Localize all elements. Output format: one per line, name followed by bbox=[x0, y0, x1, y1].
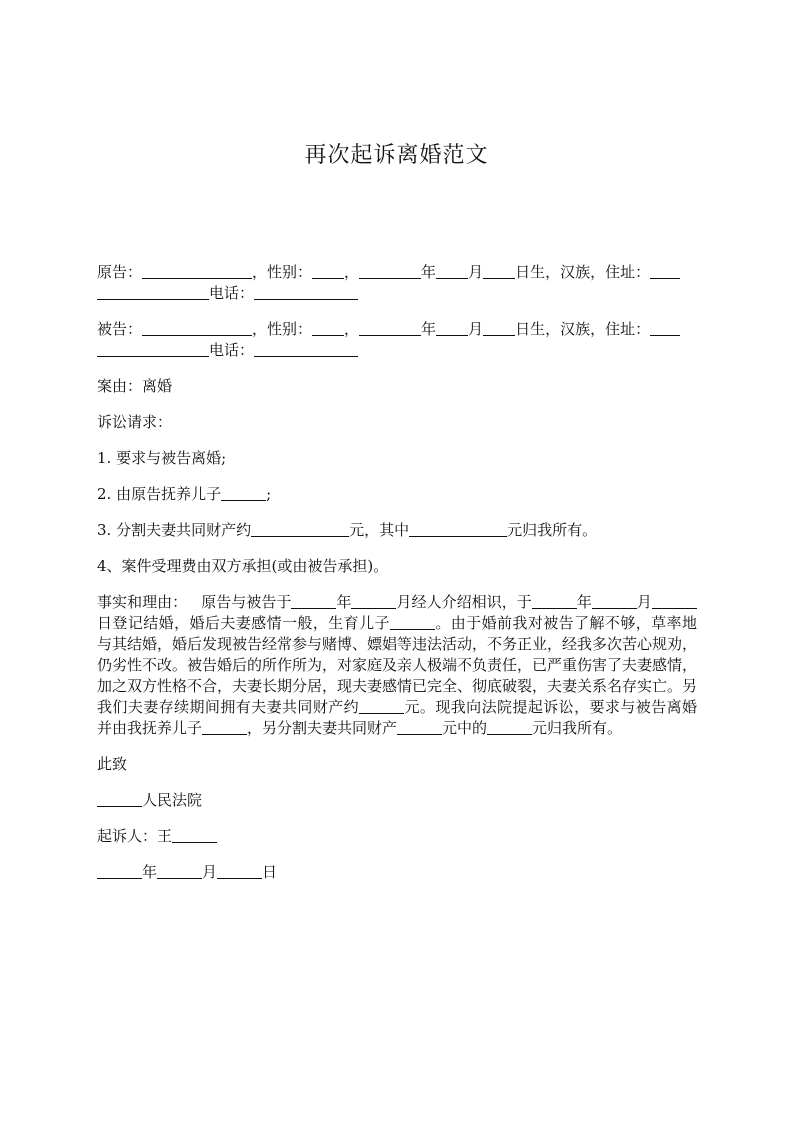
claim3-total-blank bbox=[251, 521, 349, 537]
plaintiff-birth-year-blank bbox=[359, 263, 421, 279]
defendant-phone-label: 电话： bbox=[209, 341, 255, 359]
claim3-text-b: 元，其中 bbox=[349, 521, 410, 539]
defendant-month-label: 月 bbox=[468, 320, 484, 338]
facts-t7: 。由于婚前我对被告了解不够，草率地与其结婚，婚后发现被告经常参与赌博、嫖娼等违法活动，不务正业，经我多次苦心规劝，仍劣性不改。被告婚后的所作所为，对家庭及亲人极端不负责任，已严重伤害了夫妻感情，加之双方性格不合，夫妻长期分居，现夫妻感情已完全、彻底破裂，夫妻关系名存实亡。另我们夫妻存续期间拥有夫妻共同财产约 bbox=[97, 614, 698, 716]
defendant-sex-label: ，性别： bbox=[252, 320, 313, 338]
signer-name-blank bbox=[172, 827, 217, 843]
facts-son-blank bbox=[390, 614, 435, 630]
signer-label: 起诉人：王 bbox=[97, 827, 173, 845]
date-year-label: 年 bbox=[142, 863, 158, 881]
facts-marry-year-blank bbox=[532, 593, 577, 609]
claim3-share-blank bbox=[409, 521, 507, 537]
plaintiff-year-label: 年 bbox=[421, 263, 437, 281]
cause-of-action: 案由：离婚 bbox=[97, 377, 173, 395]
plaintiff-sex-label: ，性别： bbox=[252, 263, 313, 281]
facts-t4: 年 bbox=[576, 593, 592, 611]
defendant-birth-month-blank bbox=[436, 320, 468, 336]
plaintiff-address-blank-2 bbox=[97, 284, 209, 300]
court-label: 人民法院 bbox=[142, 791, 203, 809]
defendant-year-label: 年 bbox=[421, 320, 437, 338]
defendant-address-blank-1 bbox=[650, 320, 680, 336]
plaintiff-name-blank bbox=[142, 263, 252, 279]
plaintiff-sex-blank bbox=[312, 263, 344, 279]
plaintiff-birth-day-blank bbox=[483, 263, 515, 279]
claim-item-4: 4、案件受理费由双方承担(或由被告承担)。 bbox=[97, 557, 389, 575]
plaintiff-phone-label: 电话： bbox=[209, 284, 255, 302]
facts-label: 事实和理由： bbox=[97, 593, 188, 611]
claim3-text-c: 元归我所有。 bbox=[507, 521, 598, 539]
defendant-born-address-label: 日生，汉族，住址： bbox=[515, 320, 651, 338]
plaintiff-month-label: 月 bbox=[468, 263, 484, 281]
plaintiff-comma: ， bbox=[344, 263, 360, 281]
date-day-label: 日 bbox=[262, 863, 278, 881]
facts-marry-month-blank bbox=[592, 593, 637, 609]
facts-t10: 元中的 bbox=[442, 719, 488, 737]
claim3-text-a: 3. 分割夫妻共同财产约 bbox=[97, 521, 252, 539]
claim-item-1: 1. 要求与被告离婚; bbox=[97, 449, 227, 467]
plaintiff-label: 原告： bbox=[97, 263, 143, 281]
facts-t6: 日登记结婚，婚后夫妻感情一般，生育儿子 bbox=[97, 614, 390, 632]
facts-meet-month-blank bbox=[351, 593, 396, 609]
signer-line bbox=[97, 826, 697, 847]
claim-item-2 bbox=[97, 484, 697, 505]
facts-marry-day-blank bbox=[652, 593, 697, 609]
facts-t3: 月经人介绍相识，于 bbox=[396, 593, 532, 611]
court-name-blank bbox=[97, 791, 142, 807]
claim2-end: ; bbox=[266, 485, 272, 503]
document-title: 再次起诉离婚范文 bbox=[304, 143, 489, 168]
date-month-blank bbox=[157, 863, 202, 879]
date-year-blank bbox=[97, 863, 142, 879]
claim-item-3 bbox=[97, 520, 697, 541]
plaintiff-paragraph bbox=[97, 262, 697, 304]
facts-t8: 元。现我向法院提起诉讼，要求与被告离婚并由我抚养儿子 bbox=[97, 698, 697, 737]
facts-t5: 月 bbox=[636, 593, 652, 611]
facts-t9: ，另分割夫妻共同财产 bbox=[247, 719, 398, 737]
date-line bbox=[97, 862, 697, 883]
facts-paragraph bbox=[97, 592, 697, 739]
defendant-comma: ， bbox=[344, 320, 360, 338]
plaintiff-born-address-label: 日生，汉族，住址： bbox=[515, 263, 651, 281]
defendant-phone-blank bbox=[254, 341, 358, 357]
defendant-label: 被告： bbox=[97, 320, 143, 338]
facts-t11: 元归我所有。 bbox=[532, 719, 623, 737]
facts-property-blank bbox=[359, 698, 404, 714]
document-body bbox=[97, 262, 697, 898]
claim2-son-blank bbox=[221, 485, 266, 501]
plaintiff-birth-month-blank bbox=[436, 263, 468, 279]
court-line bbox=[97, 790, 697, 811]
plaintiff-phone-blank bbox=[254, 284, 358, 300]
facts-share-blank bbox=[487, 719, 532, 735]
facts-total-property-blank bbox=[397, 719, 442, 735]
date-month-label: 月 bbox=[202, 863, 218, 881]
salutation: 此致 bbox=[97, 755, 128, 773]
defendant-birth-day-blank bbox=[483, 320, 515, 336]
defendant-sex-blank bbox=[312, 320, 344, 336]
defendant-address-blank-2 bbox=[97, 341, 209, 357]
facts-custody-son-blank bbox=[202, 719, 247, 735]
facts-meet-year-blank bbox=[291, 593, 336, 609]
defendant-paragraph bbox=[97, 319, 697, 361]
date-day-blank bbox=[217, 863, 262, 879]
claims-heading: 诉讼请求： bbox=[97, 413, 173, 431]
claim2-text: 2. 由原告抚养儿子 bbox=[97, 485, 222, 503]
plaintiff-address-blank-1 bbox=[650, 263, 680, 279]
facts-t2: 年 bbox=[336, 593, 352, 611]
facts-t1: 原告与被告于 bbox=[201, 593, 292, 611]
defendant-name-blank bbox=[142, 320, 252, 336]
defendant-birth-year-blank bbox=[359, 320, 421, 336]
